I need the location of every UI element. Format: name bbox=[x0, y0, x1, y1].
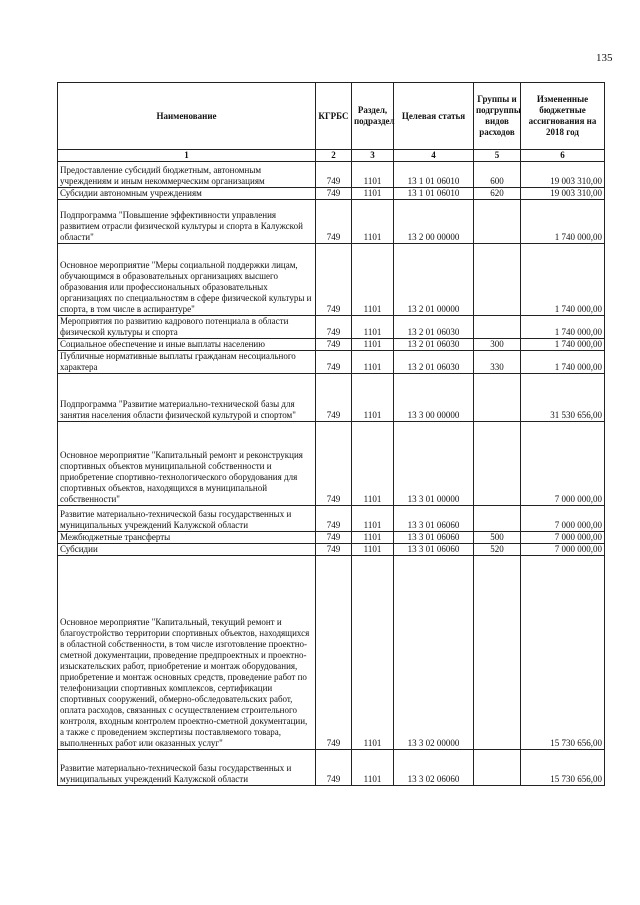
table-cell-amount: 19 003 310,00 bbox=[521, 162, 605, 188]
table-cell-target: 13 3 02 06060 bbox=[394, 750, 474, 786]
table-cell-kgrbs: 749 bbox=[316, 556, 352, 750]
table-cell-section: 1101 bbox=[352, 188, 394, 200]
header-amount: Измененные бюджетные ассигнования на 2018 год bbox=[521, 83, 605, 150]
table-row bbox=[58, 316, 605, 339]
table-cell-kgrbs: 749 bbox=[316, 339, 352, 351]
page-number: 135 bbox=[596, 52, 613, 64]
table-cell-group bbox=[474, 750, 521, 786]
table-row bbox=[58, 339, 605, 351]
table-cell-section: 1101 bbox=[352, 750, 394, 786]
table-cell-amount: 7 000 000,00 bbox=[521, 506, 605, 532]
table-row bbox=[58, 188, 605, 200]
table-cell-name: Социальное обеспечение и иные выплаты населению bbox=[58, 339, 316, 351]
column-number: 2 bbox=[316, 150, 352, 162]
table-cell-section: 1101 bbox=[352, 351, 394, 374]
table-cell-section: 1101 bbox=[352, 339, 394, 351]
table-cell-group: 620 bbox=[474, 188, 521, 200]
table-cell-group bbox=[474, 556, 521, 750]
table-cell-amount: 1 740 000,00 bbox=[521, 244, 605, 316]
table-header-row bbox=[58, 83, 605, 150]
table-cell-kgrbs: 749 bbox=[316, 422, 352, 506]
table-cell-amount: 1 740 000,00 bbox=[521, 339, 605, 351]
table-cell-name: Основное мероприятие "Капитальный ремонт и реконструкция спортивных объектов муниципальной собственности и приобретение спортивно-технологического оборудования для спортивных объектов, находящихся в муниципальной собственности" bbox=[58, 422, 316, 506]
header-section: Раздел, подраздел bbox=[352, 83, 394, 150]
table-cell-target: 13 2 01 06030 bbox=[394, 351, 474, 374]
table-row bbox=[58, 544, 605, 556]
table-cell-name: Подпрограмма "Повышение эффективности управления развитием отрасли физической культуры и спорта в Калужской области" bbox=[58, 200, 316, 244]
table-cell-name: Подпрограмма "Развитие материально-технической базы для занятия населения области физической культурой и спортом" bbox=[58, 374, 316, 422]
table-row bbox=[58, 750, 605, 786]
table-cell-group bbox=[474, 506, 521, 532]
table-cell-group: 600 bbox=[474, 162, 521, 188]
table-cell-group: 500 bbox=[474, 532, 521, 544]
header-groups: Группы и подгруппы видов расходов bbox=[474, 83, 521, 150]
table-row bbox=[58, 506, 605, 532]
table-cell-amount: 19 003 310,00 bbox=[521, 188, 605, 200]
table-cell-amount: 7 000 000,00 bbox=[521, 544, 605, 556]
table-cell-section: 1101 bbox=[352, 374, 394, 422]
table-cell-target: 13 2 01 00000 bbox=[394, 244, 474, 316]
column-number: 4 bbox=[394, 150, 474, 162]
table-cell-section: 1101 bbox=[352, 532, 394, 544]
table-row bbox=[58, 374, 605, 422]
table-cell-section: 1101 bbox=[352, 162, 394, 188]
table-cell-section: 1101 bbox=[352, 244, 394, 316]
table-cell-name: Предоставление субсидий бюджетным, автономным учреждениям и иным некоммерческим организациям bbox=[58, 162, 316, 188]
table-cell-kgrbs: 749 bbox=[316, 351, 352, 374]
table-cell-amount: 1 740 000,00 bbox=[521, 351, 605, 374]
table-cell-group: 300 bbox=[474, 339, 521, 351]
table-cell-kgrbs: 749 bbox=[316, 374, 352, 422]
table-cell-group bbox=[474, 316, 521, 339]
table-row bbox=[58, 422, 605, 506]
table-cell-target: 13 3 01 06060 bbox=[394, 532, 474, 544]
table-cell-target: 13 2 01 06030 bbox=[394, 339, 474, 351]
table-cell-amount: 7 000 000,00 bbox=[521, 532, 605, 544]
table-cell-target: 13 1 01 06010 bbox=[394, 162, 474, 188]
table-cell-amount: 15 730 656,00 bbox=[521, 750, 605, 786]
budget-table bbox=[57, 82, 605, 786]
table-cell-section: 1101 bbox=[352, 316, 394, 339]
header-target: Целевая статья bbox=[394, 83, 474, 150]
table-row bbox=[58, 244, 605, 316]
table-cell-target: 13 3 00 00000 bbox=[394, 374, 474, 422]
table-cell-name: Развитие материально-технической базы государственных и муниципальных учреждений Калужской области bbox=[58, 750, 316, 786]
table-cell-target: 13 3 01 06060 bbox=[394, 506, 474, 532]
table-cell-group: 330 bbox=[474, 351, 521, 374]
table-cell-group bbox=[474, 374, 521, 422]
table-cell-name: Развитие материально-технической базы государственных и муниципальных учреждений Калужской области bbox=[58, 506, 316, 532]
table-cell-name: Основное мероприятие "Меры социальной поддержки лицам, обучающимся в образовательных организациях высшего образования или профессиональных образовательных организациях по специальностям в сфере физической культуры и спорта, в том числе в аспирантуре" bbox=[58, 244, 316, 316]
column-number: 6 bbox=[521, 150, 605, 162]
table-cell-target: 13 2 00 00000 bbox=[394, 200, 474, 244]
table-cell-target: 13 1 01 06010 bbox=[394, 188, 474, 200]
table-cell-kgrbs: 749 bbox=[316, 544, 352, 556]
header-name: Наименование bbox=[58, 83, 316, 150]
table-cell-name: Публичные нормативные выплаты гражданам несоциального характера bbox=[58, 351, 316, 374]
table-cell-section: 1101 bbox=[352, 556, 394, 750]
table-cell-name: Субсидии bbox=[58, 544, 316, 556]
table-cell-target: 13 3 02 00000 bbox=[394, 556, 474, 750]
table-cell-amount: 1 740 000,00 bbox=[521, 316, 605, 339]
table-cell-section: 1101 bbox=[352, 544, 394, 556]
table-cell-kgrbs: 749 bbox=[316, 244, 352, 316]
table-cell-name: Основное мероприятие "Капитальный, текущий ремонт и благоустройство территории спортивных объектов, находящихся в областной собственности, в том числе изготовление проектно-сметной документации, проведение предпроектных и проектно-изыскательских работ, приобретение и монтаж оборудования, приобретение и монтаж основных средств, проведение работ по телефонизации спортивных комплексов, сертификации спортивных сооружений, обмерно-обследовательских работ, оплата расходов, связанных с осуществлением строительного контроля, входным контролем проектно-сметной документации, а также с проведением экспертизы поставляемого товара, выполненных работ или оказанных услуг" bbox=[58, 556, 316, 750]
header-kgrbs: КГРБС bbox=[316, 83, 352, 150]
table-cell-target: 13 3 01 00000 bbox=[394, 422, 474, 506]
table-cell-group bbox=[474, 244, 521, 316]
table-cell-kgrbs: 749 bbox=[316, 532, 352, 544]
table-row bbox=[58, 200, 605, 244]
table-row bbox=[58, 162, 605, 188]
table-cell-name: Мероприятия по развитию кадрового потенциала в области физической культуры и спорта bbox=[58, 316, 316, 339]
table-cell-section: 1101 bbox=[352, 422, 394, 506]
table-row bbox=[58, 351, 605, 374]
table-cell-amount: 7 000 000,00 bbox=[521, 422, 605, 506]
table-cell-kgrbs: 749 bbox=[316, 316, 352, 339]
table-cell-section: 1101 bbox=[352, 506, 394, 532]
table-cell-kgrbs: 749 bbox=[316, 162, 352, 188]
table-cell-amount: 1 740 000,00 bbox=[521, 200, 605, 244]
table-cell-target: 13 3 01 06060 bbox=[394, 544, 474, 556]
table-cell-amount: 31 530 656,00 bbox=[521, 374, 605, 422]
table-cell-group bbox=[474, 422, 521, 506]
table-cell-kgrbs: 749 bbox=[316, 188, 352, 200]
table-cell-group: 520 bbox=[474, 544, 521, 556]
table-cell-target: 13 2 01 06030 bbox=[394, 316, 474, 339]
table-cell-name: Межбюджетные трансферты bbox=[58, 532, 316, 544]
column-number: 1 bbox=[58, 150, 316, 162]
table-cell-section: 1101 bbox=[352, 200, 394, 244]
column-number: 3 bbox=[352, 150, 394, 162]
table-row bbox=[58, 556, 605, 750]
table-row bbox=[58, 532, 605, 544]
table-cell-name: Субсидии автономным учреждениям bbox=[58, 188, 316, 200]
table-cell-kgrbs: 749 bbox=[316, 750, 352, 786]
column-number-row bbox=[58, 150, 605, 162]
table-cell-amount: 15 730 656,00 bbox=[521, 556, 605, 750]
table-cell-group bbox=[474, 200, 521, 244]
column-number: 5 bbox=[474, 150, 521, 162]
table-cell-kgrbs: 749 bbox=[316, 506, 352, 532]
table-cell-kgrbs: 749 bbox=[316, 200, 352, 244]
